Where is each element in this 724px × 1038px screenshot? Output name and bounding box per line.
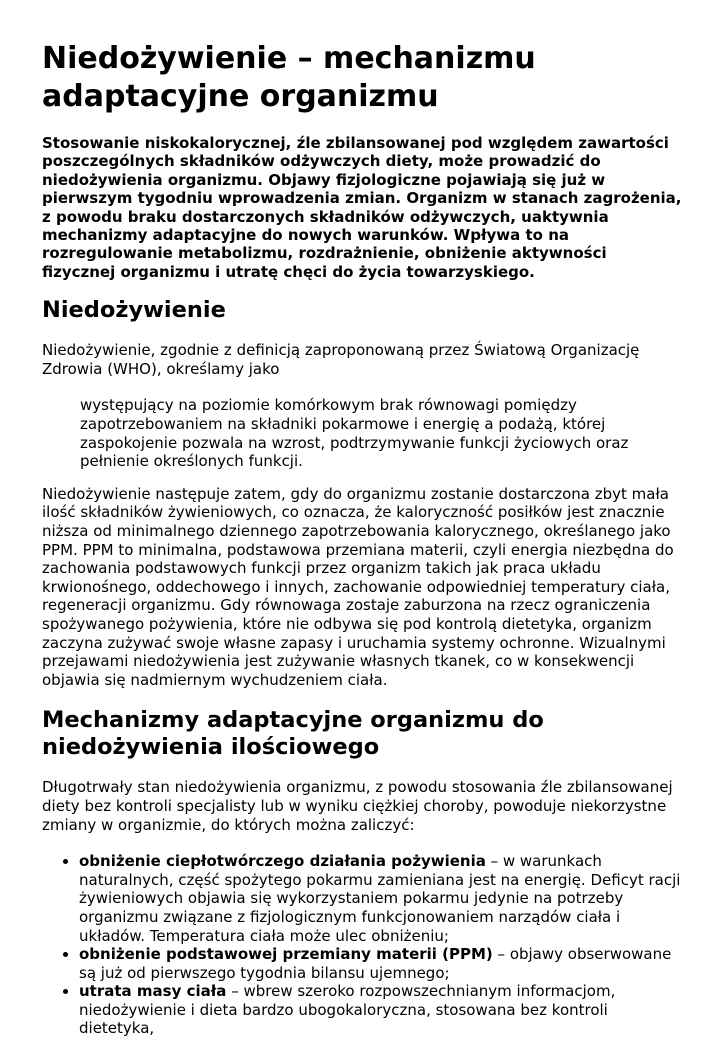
list-item-text: – wbrew szeroko rozpowszechnianym informacjom, niedożywienie i dieta bardzo ubogokaloryczna, stosowana bez kontroli dietetyka, — [79, 982, 616, 1038]
who-definition-quote: występujący na poziomie komórkowym brak równowagi pomiędzy zapotrzebowaniem na składniki pokarmowe i energię a podażą, której zaspokojenie pozwala na wzrost, podtrzymywanie funkcji życiowych oraz pełnienie określonych funkcji. — [80, 396, 629, 471]
section1-intro: Niedożywienie, zgodnie z definicją zaproponowaną przez Światową Organizację Zdrowia (WHO), określamy jako — [42, 341, 640, 378]
list-item-term: utrata masy ciała — [79, 982, 227, 1001]
list-item-term: obniżenie ciepłotwórczego działania pożywienia — [79, 852, 486, 871]
page-title: Niedożywienie – mechanizmu adaptacyjne organizmu — [42, 41, 536, 114]
section-heading-niedozywienie: Niedożywienie — [42, 297, 226, 324]
list-item — [79, 982, 682, 1038]
list-item-text: – w warunkach naturalnych, część spożytego pokarmu zamieniana jest na energię. Deficyt racji żywieniowych objawia się wykorzystaniem pokarmu jedynie na potrzeby organizmu związane z fizjologicznym funkcjonowaniem narządów ciała i układów. Temperatura ciała może ulec obniżeniu; — [79, 852, 681, 945]
section2-intro: Długotrwały stan niedożywienia organizmu, z powodu stosowania źle zbilansowanej diety bez kontroli specjalisty lub w wyniku ciężkiej choroby, powoduje niekorzystne zmiany w organizmie, do których można zaliczyć: — [42, 778, 673, 834]
list-item — [79, 945, 682, 982]
lead-paragraph: Stosowanie niskokalorycznej, źle zbilansowanej pod względem zawartości poszczególnych składników odżywczych diety, może prowadzić do niedożywienia organizmu. Objawy fizjologiczne pojawiają się już w pierwszym tygodniu wprowadzenia zmian. Organizm w stanach zagrożenia, z powodu braku dostarczonych składników odżywczych, uaktywnia mechanizmy adaptacyjne do nowych warunków. Wpływa to na rozregulowanie metabolizmu, rozdrażnienie, obniżenie aktywności fizycznej organizmu i utratę chęci do życia towarzyskiego. — [42, 134, 682, 281]
section-heading-mechanizmy: Mechanizmy adaptacyjne organizmu do niedożywienia ilościowego — [42, 707, 544, 761]
list-item — [79, 852, 682, 945]
section1-body: Niedożywienie następuje zatem, gdy do organizmu zostanie dostarczona zbyt mała ilość składników żywieniowych, co oznacza, że kaloryczność posiłków jest znacznie niższa od minimalnego dziennego zapotrzebowania kalorycznego, określanego jako PPM. PPM to minimalna, podstawowa przemiana materii, czyli energia niezbędna do zachowania podstawowych funkcji przez organizm takich jak praca układu krwionośnego, oddechowego i innych, zachowanie odpowiedniej temperatury ciała, regeneracji organizmu. Gdy równowaga zostaje zaburzona na rzecz ograniczenia spożywanego pożywienia, które nie odbywa się pod kontrolą dietetyka, organizm zaczyna zużywać swoje własne zapasy i uruchamia systemy ochronne. Wizualnymi przejawami niedożywienia jest zużywanie własnych tkanek, co w konsekwencji objawia się nadmiernym wychudzeniem ciała. — [42, 484, 674, 689]
list-item-term: obniżenie podstawowej przemiany materii (PPM) — [79, 945, 493, 964]
adaptive-mechanisms-list — [42, 852, 682, 1038]
list-item-text: – objawy obserwowane są już od pierwszego tygodnia bilansu ujemnego; — [79, 945, 672, 982]
